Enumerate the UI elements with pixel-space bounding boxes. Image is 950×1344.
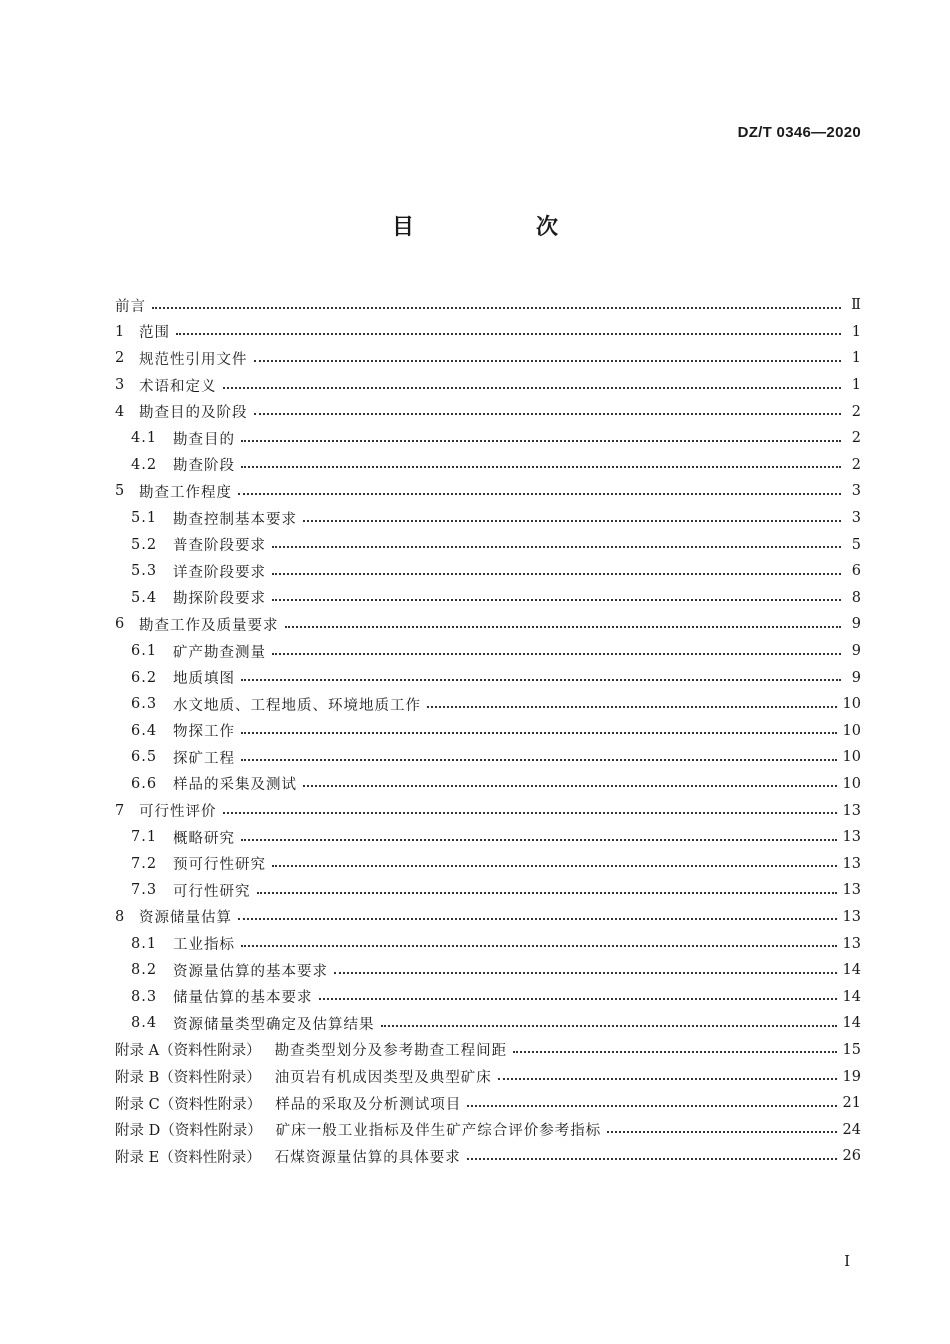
toc-entry-number: 8.4 xyxy=(131,1015,158,1032)
toc-entry-label: 储量估算的基本要求 xyxy=(173,990,313,1007)
toc-entry-label: 石煤资源量估算的具体要求 xyxy=(274,1149,461,1166)
standard-code: DZ/T 0346—2020 xyxy=(737,124,861,141)
toc-entry[interactable] xyxy=(115,930,861,957)
dot-leader xyxy=(272,598,841,601)
toc-entry[interactable] xyxy=(115,425,861,452)
toc-entry-page: 10 xyxy=(842,749,861,766)
dot-leader xyxy=(241,439,841,442)
toc-entry-label: 矿床一般工业指标及伴生矿产综合评价参考指标 xyxy=(275,1123,602,1140)
toc-entry-number: 6.5 xyxy=(131,749,158,766)
toc-entry[interactable] xyxy=(115,1010,861,1037)
toc-entry-label: 工业指标 xyxy=(173,937,235,954)
toc-entry-number: 附录 B（资料性附录） xyxy=(115,1070,261,1087)
dot-leader xyxy=(241,731,837,734)
toc-entry-page: 9 xyxy=(851,616,861,633)
toc-entry-number: 6.3 xyxy=(131,696,158,713)
toc-entry[interactable] xyxy=(115,531,861,558)
toc-entry-number: 8.1 xyxy=(131,935,158,952)
toc-entry-page: 2 xyxy=(851,430,861,447)
toc-entry[interactable] xyxy=(115,691,861,718)
toc-entry-page: 8 xyxy=(851,589,861,606)
toc-entry-label: 资源储量类型确定及估算结果 xyxy=(173,1016,375,1033)
toc-entry-number: 5.4 xyxy=(131,589,158,606)
toc-entry-page: 2 xyxy=(851,456,861,473)
toc-entry-page: 26 xyxy=(842,1148,861,1165)
toc-entry-page: 14 xyxy=(842,1015,861,1032)
toc-entry-page: 13 xyxy=(842,935,861,952)
toc-entry-number: 附录 C（资料性附录） xyxy=(115,1096,262,1113)
toc-entry-page: 9 xyxy=(851,669,861,686)
toc-entry-label: 勘探阶段要求 xyxy=(173,591,266,608)
toc-entry-number: 6.1 xyxy=(131,643,158,660)
toc-entry-label: 探矿工程 xyxy=(173,750,235,767)
toc-entry-page: 3 xyxy=(851,510,861,527)
toc-entry[interactable] xyxy=(115,1143,861,1170)
toc-entry-page: 13 xyxy=(842,882,861,899)
dot-leader xyxy=(285,625,842,628)
dot-leader xyxy=(254,412,842,415)
toc-entry-page: 1 xyxy=(851,350,861,367)
toc-entry[interactable] xyxy=(115,664,861,691)
dot-leader xyxy=(241,465,841,468)
toc-entry-number: 附录 D（资料性附录） xyxy=(115,1123,262,1140)
dot-leader xyxy=(467,1104,836,1107)
toc-entry-label: 水文地质、工程地质、环境地质工作 xyxy=(173,697,421,714)
page-title: 目 次 xyxy=(391,215,608,240)
dot-leader xyxy=(272,545,841,548)
toc-entry[interactable] xyxy=(115,319,861,346)
toc-entry-label: 地质填图 xyxy=(173,671,235,688)
table-of-contents xyxy=(115,292,861,1170)
toc-entry-number: 3 xyxy=(115,377,125,394)
dot-leader xyxy=(241,678,841,681)
toc-entry-number: 1 xyxy=(115,323,125,340)
toc-entry-label: 详查阶段要求 xyxy=(173,564,266,581)
toc-entry-page: 3 xyxy=(851,483,861,500)
dot-leader xyxy=(241,838,837,841)
toc-entry-page: 14 xyxy=(842,962,861,979)
toc-entry-page: Ⅱ xyxy=(851,297,861,314)
dot-leader xyxy=(272,652,841,655)
toc-entry-page: 10 xyxy=(842,775,861,792)
toc-entry-number: 附录 E（资料性附录） xyxy=(115,1149,261,1166)
toc-entry-number: 7 xyxy=(115,802,125,819)
toc-entry[interactable] xyxy=(115,744,861,771)
toc-entry-label: 资源储量估算 xyxy=(139,910,232,927)
dot-leader xyxy=(498,1077,837,1080)
toc-entry-label: 资源量估算的基本要求 xyxy=(173,963,328,980)
toc-entry-label: 普查阶段要求 xyxy=(173,538,266,555)
toc-entry-number: 5.2 xyxy=(131,536,158,553)
toc-entry-page: 6 xyxy=(851,563,861,580)
toc-entry[interactable] xyxy=(115,398,861,425)
toc-entry-page: 5 xyxy=(851,536,861,553)
dot-leader xyxy=(257,891,837,894)
toc-entry-label: 概略研究 xyxy=(173,830,235,847)
dot-leader xyxy=(334,971,837,974)
toc-entry-number: 7.2 xyxy=(131,855,158,872)
toc-entry-number: 5 xyxy=(115,483,125,500)
toc-entry-number: 5.3 xyxy=(131,563,158,580)
toc-entry-number: 8.3 xyxy=(131,988,158,1005)
toc-entry-label: 前言 xyxy=(115,298,146,315)
dot-leader xyxy=(238,917,837,920)
dot-leader xyxy=(238,492,841,495)
toc-entry[interactable] xyxy=(115,292,861,319)
toc-entry-number: 7.1 xyxy=(131,829,158,846)
toc-entry-label: 物探工作 xyxy=(173,724,235,741)
toc-entry-label: 勘查类型划分及参考勘查工程间距 xyxy=(274,1043,508,1060)
toc-entry-label: 油页岩有机成因类型及典型矿床 xyxy=(274,1070,492,1087)
dot-leader xyxy=(223,386,842,389)
toc-entry-number: 8 xyxy=(115,908,125,925)
dot-leader xyxy=(254,359,842,362)
toc-entry-label: 规范性引用文件 xyxy=(139,351,248,368)
toc-entry[interactable] xyxy=(115,638,861,665)
toc-entry-label: 可行性研究 xyxy=(173,883,251,900)
toc-entry-page: 13 xyxy=(842,908,861,925)
toc-entry[interactable] xyxy=(115,904,861,931)
toc-entry[interactable] xyxy=(115,957,861,984)
toc-entry-label: 勘查目的 xyxy=(173,431,235,448)
dot-leader xyxy=(467,1157,837,1160)
toc-entry[interactable] xyxy=(115,478,861,505)
toc-entry-page: 19 xyxy=(842,1068,861,1085)
dot-leader xyxy=(272,864,837,867)
toc-entry-page: 10 xyxy=(842,696,861,713)
toc-entry[interactable] xyxy=(115,718,861,745)
toc-entry-number: 附录 A（资料性附录） xyxy=(115,1043,261,1060)
toc-entry-page: 24 xyxy=(842,1121,861,1138)
toc-entry-page: 10 xyxy=(842,722,861,739)
toc-entry-page: 15 xyxy=(842,1041,861,1058)
toc-entry-number: 6.2 xyxy=(131,669,158,686)
toc-entry[interactable] xyxy=(115,1063,861,1090)
toc-entry-page: 21 xyxy=(842,1095,861,1112)
toc-entry-number: 4 xyxy=(115,403,125,420)
toc-entry-page: 13 xyxy=(842,802,861,819)
toc-entry-label: 样品的采取及分析测试项目 xyxy=(275,1096,462,1113)
dot-leader xyxy=(303,784,837,787)
dot-leader xyxy=(607,1130,836,1133)
toc-entry-label: 样品的采集及测试 xyxy=(173,777,297,794)
toc-entry[interactable] xyxy=(115,1037,861,1064)
toc-entry-number: 6.6 xyxy=(131,775,158,792)
toc-entry-number: 5.1 xyxy=(131,510,158,527)
toc-entry[interactable] xyxy=(115,850,861,877)
dot-leader xyxy=(176,332,841,335)
toc-entry-number: 4.1 xyxy=(131,430,158,447)
toc-entry[interactable] xyxy=(115,983,861,1010)
toc-entry[interactable] xyxy=(115,372,861,399)
dot-leader xyxy=(427,705,837,708)
dot-leader xyxy=(241,944,837,947)
toc-entry[interactable] xyxy=(115,611,861,638)
toc-entry-label: 勘查目的及阶段 xyxy=(139,405,248,422)
toc-entry-label: 预可行性研究 xyxy=(173,857,266,874)
toc-entry-number: 4.2 xyxy=(131,456,158,473)
toc-entry[interactable] xyxy=(115,771,861,798)
toc-entry-page: 13 xyxy=(842,855,861,872)
toc-entry[interactable] xyxy=(115,824,861,851)
toc-entry-number: 8.2 xyxy=(131,962,158,979)
page-number: I xyxy=(844,1252,850,1270)
toc-entry[interactable] xyxy=(115,585,861,612)
toc-entry[interactable] xyxy=(115,345,861,372)
toc-entry[interactable] xyxy=(115,877,861,904)
toc-entry-page: 1 xyxy=(851,377,861,394)
toc-entry-label: 范围 xyxy=(139,325,170,342)
dot-leader xyxy=(319,997,837,1000)
toc-entry-label: 矿产勘查测量 xyxy=(173,644,266,661)
toc-entry-label: 术语和定义 xyxy=(139,378,217,395)
toc-entry[interactable] xyxy=(115,1090,861,1117)
toc-entry-label: 勘查阶段 xyxy=(173,458,235,475)
toc-entry-label: 勘查工作及质量要求 xyxy=(139,617,279,634)
dot-leader xyxy=(272,572,841,575)
dot-leader xyxy=(303,519,841,522)
toc-entry-number: 7.3 xyxy=(131,882,158,899)
toc-entry-label: 勘查工作程度 xyxy=(139,484,232,501)
toc-entry-label: 勘查控制基本要求 xyxy=(173,511,297,528)
dot-leader xyxy=(241,758,837,761)
dot-leader xyxy=(152,306,841,309)
toc-entry[interactable] xyxy=(115,1116,861,1143)
toc-entry-page: 13 xyxy=(842,829,861,846)
toc-entry-label: 可行性评价 xyxy=(139,804,217,821)
toc-entry-number: 6.4 xyxy=(131,722,158,739)
toc-entry[interactable] xyxy=(115,452,861,479)
toc-entry-page: 14 xyxy=(842,988,861,1005)
toc-entry-page: 1 xyxy=(851,323,861,340)
toc-entry-number: 2 xyxy=(115,350,125,367)
toc-entry-page: 2 xyxy=(851,403,861,420)
toc-entry[interactable] xyxy=(115,797,861,824)
toc-entry-page: 9 xyxy=(851,643,861,660)
toc-entry[interactable] xyxy=(115,558,861,585)
dot-leader xyxy=(513,1050,836,1053)
dot-leader xyxy=(381,1024,837,1027)
dot-leader xyxy=(223,811,837,814)
toc-entry-number: 6 xyxy=(115,616,125,633)
toc-entry[interactable] xyxy=(115,505,861,532)
